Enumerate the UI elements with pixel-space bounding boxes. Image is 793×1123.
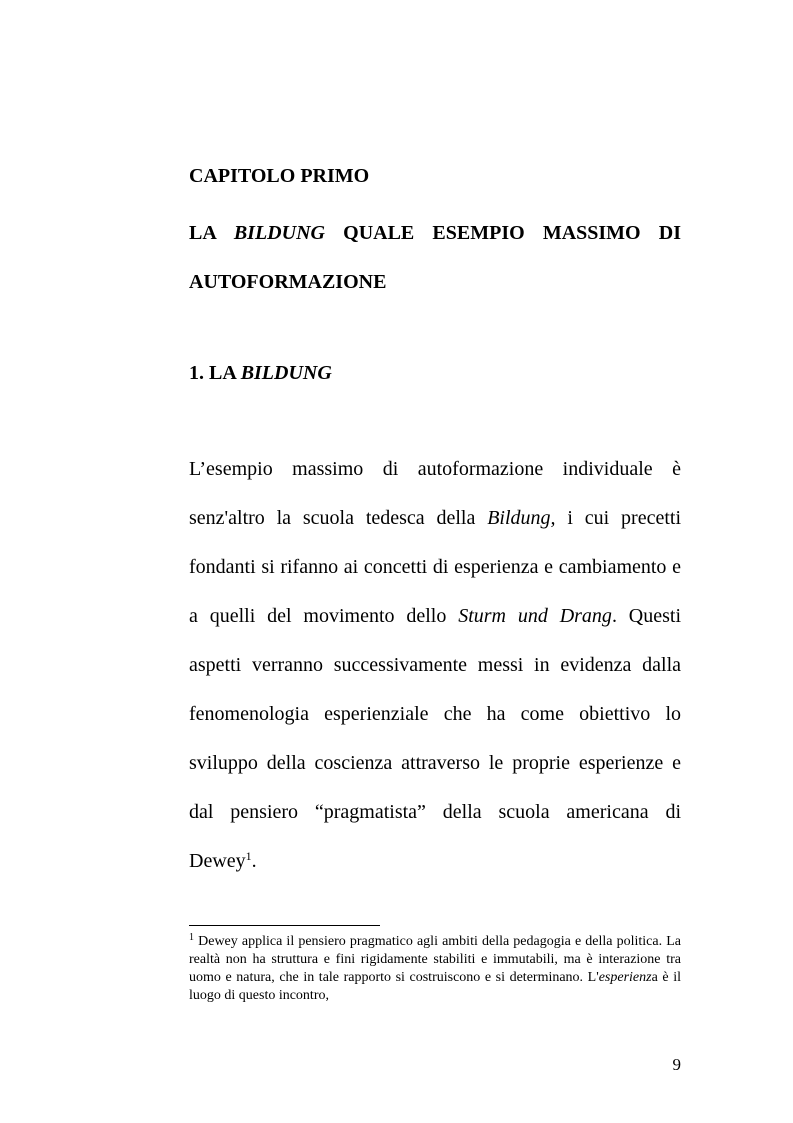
body-text-4: . — [251, 850, 257, 872]
section-number: 1. LA — [189, 362, 241, 384]
chapter-title-italic: BILDUNG — [233, 222, 325, 244]
footnote-text-2: a è il luogo di questo incontro, — [189, 970, 681, 1003]
footnote-reference[interactable]: 1 — [245, 849, 252, 863]
body-paragraph — [189, 445, 681, 886]
body-italic-sturm-und-drang: Sturm und Drang — [458, 605, 612, 627]
chapter-title-prefix: LA — [189, 222, 234, 244]
footnote — [189, 933, 681, 1005]
section-title-italic: BILDUNG — [240, 362, 332, 384]
body-italic-bildung: Bildung, — [487, 507, 556, 529]
footnote-italic: esperienz — [598, 970, 652, 985]
footnote-text-1: Dewey applica il pensiero pragmatico agli ambiti della pedagogia e della politica. La realtà non ha struttura e fini rigidamente stabiliti e immutabili, ma è interazione tra uomo e natura, che in tale rapporto si costruiscono e si determinano. L' — [189, 934, 681, 985]
body-text-1: L’esempio massimo di autoformazione individuale è senz'altro la scuola tedesca della — [189, 458, 681, 529]
footnote-marker: 1 — [189, 932, 194, 943]
body-text-2: i cui precetti fondanti si rifanno ai concetti di esperienza e cambiamento e a quelli del movimento dello — [189, 507, 681, 627]
chapter-title — [189, 209, 681, 307]
body-text-3: . Questi aspetti verranno successivamente messi in evidenza dalla fenomenologia esperienziale che ha come obiettivo lo sviluppo della coscienza attraverso le proprie esperienze e dal pensiero “pragmatista” della scuola americana di Dewey — [189, 605, 682, 872]
section-title — [189, 356, 681, 390]
chapter-label: CAPITOLO PRIMO — [189, 165, 370, 187]
page-number: 9 — [672, 1055, 681, 1074]
chapter-title-suffix: QUALE ESEMPIO MASSIMO DI AUTOFORMAZIONE — [189, 222, 681, 293]
footnote-separator — [189, 925, 380, 926]
